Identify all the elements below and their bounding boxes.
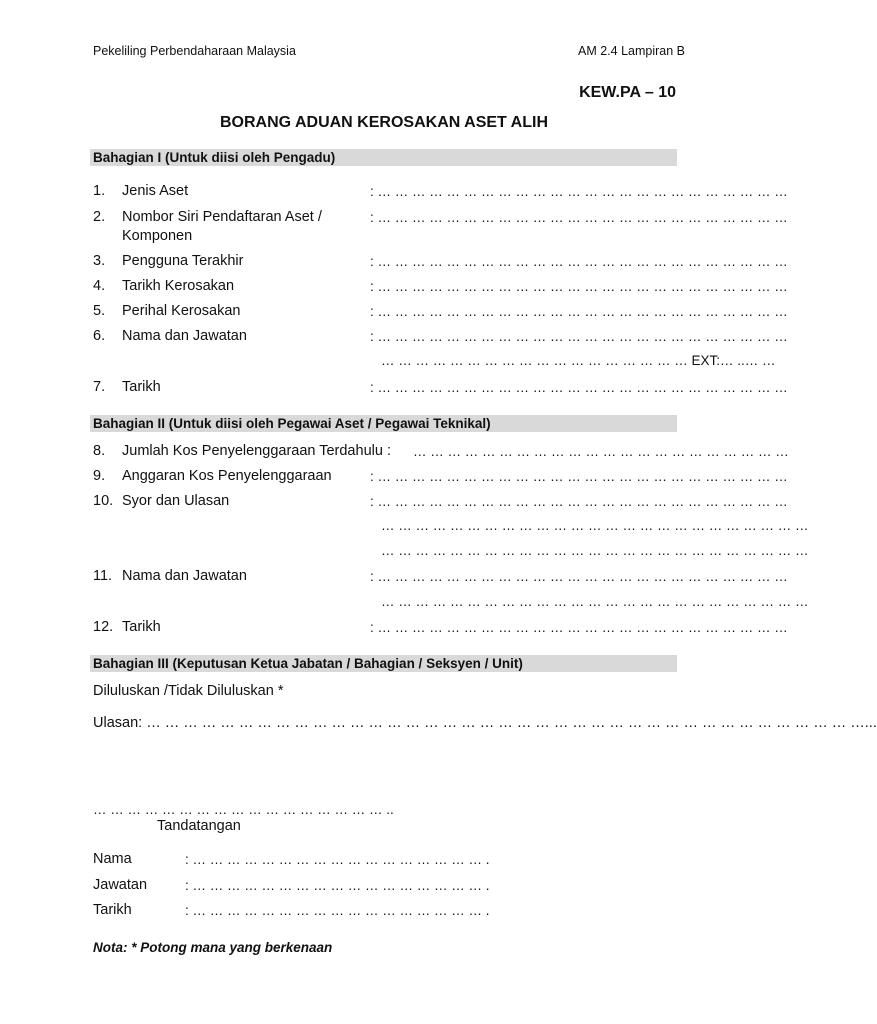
running-header-right: AM 2.4 Lampiran B — [578, 44, 685, 58]
section-2-heading: Bahagian II (Untuk diisi oleh Pegawai Aset / Pegawai Teknikal) — [90, 415, 677, 432]
footnote: Nota: * Potong mana yang berkenaan — [93, 940, 333, 955]
ulasan-field[interactable]: Ulasan: … … … … … … … … … … … … … … … … … … … … … … … … … … … … … … … … … … … … … … …... — [93, 715, 877, 731]
item-label: Tarikh Kerosakan — [122, 278, 235, 294]
fill-in-field[interactable]: : … … … … … … … … … … … … … … … … … … … … … … … … — [370, 380, 788, 395]
field-label: Tarikh — [93, 902, 132, 918]
item-number: 7. — [93, 379, 106, 395]
fill-in-field[interactable]: : … … … … … … … … … … … … … … … … … … … … … … … … — [370, 620, 788, 635]
item-number: 8. — [93, 443, 106, 459]
item-label: Nombor Siri Pendaftaran Aset / Komponen — [122, 209, 322, 244]
fill-in-field[interactable]: : … … … … … … … … … … … … … … … … … … … … … … … … — [370, 279, 788, 294]
fill-in-field[interactable]: : … … … … … … … … … … … … … … … … … … … … … … … … — [370, 569, 788, 584]
field-label: Jawatan — [93, 877, 148, 893]
decision-text[interactable]: Diluluskan /Tidak Diluluskan * — [93, 683, 284, 699]
continuation-field[interactable]: … … … … … … … … … … … … … … … … … … … … … … … … … — [381, 543, 809, 558]
fill-in-field[interactable]: : … … … … … … … … … … … … … … … … … . — [185, 878, 490, 893]
item-number: 3. — [93, 253, 106, 269]
fill-in-field[interactable]: : … … … … … … … … … … … … … … … … … … … … … … … … — [370, 304, 788, 319]
item-number: 4. — [93, 278, 106, 294]
item-label: Tarikh — [122, 379, 161, 395]
field-label: Nama — [93, 851, 132, 867]
form-code: KEW.PA – 10 — [579, 84, 676, 101]
fill-in-field[interactable]: : … … … … … … … … … … … … … … … … … … … … … … … … — [370, 329, 788, 344]
item-number: 1. — [93, 183, 106, 199]
section-1-heading: Bahagian I (Untuk diisi oleh Pengadu) — [90, 149, 677, 166]
item-number: 12. — [93, 619, 114, 635]
item-label: Pengguna Terakhir — [122, 253, 244, 269]
item-label: Tarikh — [122, 619, 161, 635]
fill-in-field[interactable]: : … … … … … … … … … … … … … … … … … … … … … … … … — [370, 184, 788, 199]
fill-in-field[interactable]: : … … … … … … … … … … … … … … … … … … … … … … … … — [370, 210, 788, 225]
fill-in-field[interactable]: : … … … … … … … … … … … … … … … … … … … … … … … … — [370, 494, 788, 509]
continuation-field[interactable]: … … … … … … … … … … … … … … … … … … … … … … … … … — [381, 594, 809, 609]
fill-in-field[interactable]: : … … … … … … … … … … … … … … … … … . — [185, 903, 490, 918]
signature-line[interactable]: … … … … … … … … … … … … … … … … … .. — [93, 802, 394, 817]
fill-in-field[interactable]: : … … … … … … … … … … … … … … … … … … … … … … … … — [370, 469, 788, 484]
item-label: Jumlah Kos Penyelenggaraan Terdahulu : — [122, 443, 391, 459]
fill-in-field[interactable]: : … … … … … … … … … … … … … … … … … … … … … … … … — [370, 254, 788, 269]
item-label: Syor dan Ulasan — [122, 493, 230, 509]
item-number: 6. — [93, 328, 106, 344]
item-label: Nama dan Jawatan — [122, 568, 247, 584]
item-label: Nama dan Jawatan — [122, 328, 247, 344]
item-number: 9. — [93, 468, 106, 484]
item-label: Anggaran Kos Penyelenggaraan — [122, 468, 332, 484]
fill-in-field[interactable]: … … … … … … … … … … … … … … … … … … … … … … — [413, 444, 789, 459]
form-title: BORANG ADUAN KEROSAKAN ASET ALIH — [220, 114, 548, 131]
continuation-field[interactable]: … … … … … … … … … … … … … … … … … … … … … … … … … — [381, 518, 809, 533]
item-label: Perihal Kerosakan — [122, 303, 241, 319]
item-number: 10. — [93, 493, 114, 509]
section-3-heading: Bahagian III (Keputusan Ketua Jabatan / Bahagian / Seksyen / Unit) — [90, 655, 677, 672]
ext-fill-in-field[interactable]: … … … … … … … … … … … … … … … … … … EXT:… ..… … — [381, 353, 776, 368]
item-number: 5. — [93, 303, 106, 319]
item-number: 2. — [93, 209, 106, 225]
fill-in-field[interactable]: : … … … … … … … … … … … … … … … … … . — [185, 852, 490, 867]
running-header-left: Pekeliling Perbendaharaan Malaysia — [93, 44, 296, 58]
item-number: 11. — [93, 568, 113, 584]
signature-label: Tandatangan — [157, 818, 241, 834]
item-label: Jenis Aset — [122, 183, 189, 199]
